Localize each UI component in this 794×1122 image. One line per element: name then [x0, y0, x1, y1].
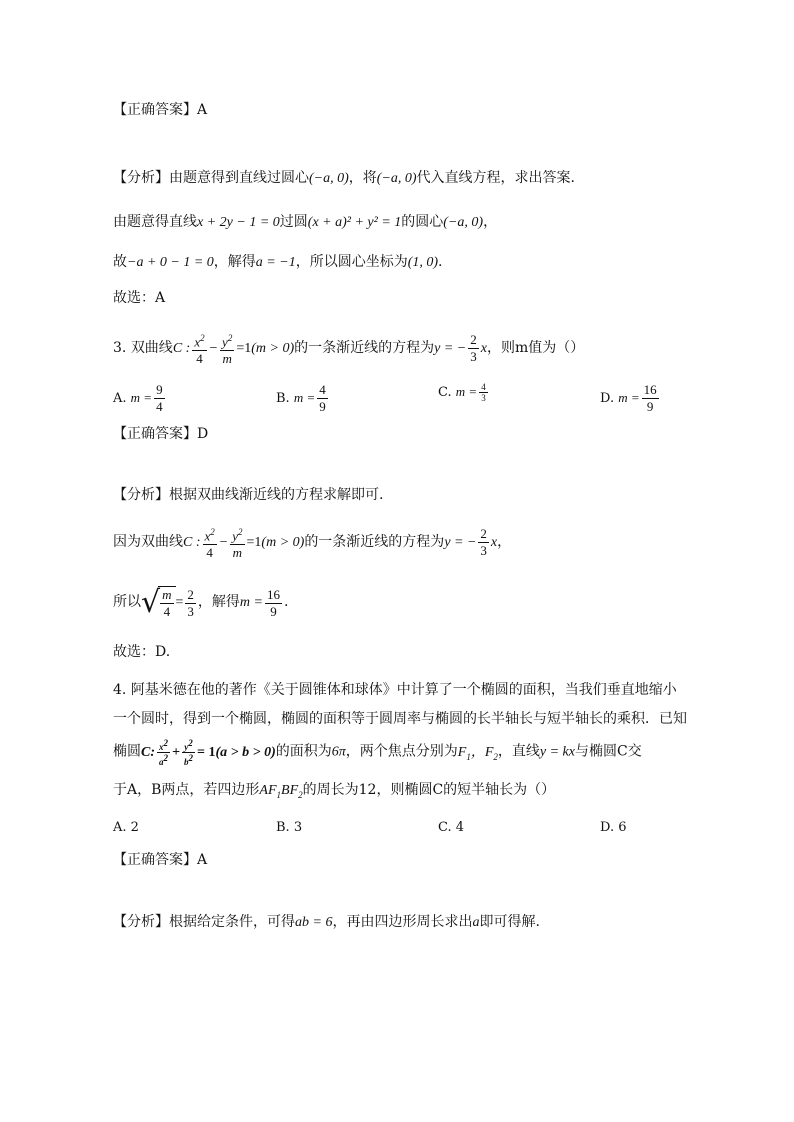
text: 根据给定条件，可得 — [169, 914, 295, 930]
text: 的一条渐近线的方程为 — [304, 533, 445, 550]
q2-choose — [113, 288, 165, 308]
q3-option-a — [113, 382, 167, 415]
text: 代入直线方程，求出答案. — [416, 170, 576, 186]
text: 由题意得到直线过圆心 — [169, 170, 309, 186]
option-label: C. — [438, 385, 452, 400]
option-label: A. — [113, 391, 127, 406]
math-sol: a = −1 — [255, 255, 296, 270]
text: 故 — [113, 254, 127, 270]
text: 一个圆时，得到一个椭圆，椭圆的面积等于圆周率与椭圆的长半轴长与短半轴长的乘积．已知 — [113, 711, 687, 727]
q2-analysis-line — [113, 168, 575, 189]
text: 因为双曲线 — [113, 533, 183, 550]
text: ，将 — [348, 170, 377, 186]
math-calc: −a + 0 − 1 = 0 — [127, 255, 214, 270]
answer-value: A — [197, 852, 208, 868]
q4-option-b — [276, 818, 302, 838]
text: 双曲线 — [130, 339, 173, 356]
option-frac: $\frac{9}{4}$ — [156, 382, 163, 414]
option-lhs: m = — [455, 384, 478, 399]
text: 与椭圆C交 — [574, 743, 642, 760]
q4-option-d — [600, 818, 627, 838]
text: ， — [483, 214, 498, 230]
math-center-coord: (1, 0) — [407, 255, 439, 270]
text: 椭圆 — [113, 743, 141, 760]
q3-option-c — [438, 382, 490, 403]
q3-answer-line — [113, 424, 208, 444]
text: 所以 — [113, 594, 141, 611]
math-m-result: m = $\frac{16}{9}$ — [239, 586, 280, 619]
option-label: D. — [600, 391, 615, 406]
q4-line2 — [113, 709, 687, 729]
math-line-eq: x + 2y − 1 = 0 — [197, 215, 280, 230]
text: ， — [497, 533, 512, 550]
text: . — [438, 254, 443, 270]
text: 阿基米德在他的著作《关于圆锥体和球体》中计算了一个椭圆的面积，当我们垂直地缩小 — [130, 682, 677, 698]
answer-value: D — [197, 426, 209, 442]
choose-label: 故选： — [113, 290, 155, 306]
q3-option-b — [276, 382, 330, 415]
text: 的周长为12，则椭圆C的短半轴长为（） — [302, 782, 556, 798]
math-hyperbola: C : $\frac{x^2}{4}$ − $\frac{y^2}{m}$ =1(m > 0) — [173, 341, 294, 356]
math-center: (−a, 0) — [309, 171, 349, 186]
question-number: 4. — [113, 682, 127, 698]
answer-label: 【正确答案】 — [113, 852, 197, 868]
option-value: 2 — [130, 820, 139, 835]
option-lhs: m = — [293, 390, 316, 405]
text: ，解得 — [197, 594, 240, 611]
text: ，解得 — [213, 254, 256, 270]
text: 由题意得直线 — [113, 214, 197, 230]
text: ，则m值为（） — [486, 339, 585, 356]
q3-line2 — [113, 524, 511, 561]
text: ，直线 — [497, 743, 540, 760]
text: 的面积为 — [275, 743, 332, 760]
q3-stem — [113, 330, 584, 367]
text: ，两个焦点分别为 — [345, 743, 458, 760]
math-asymptote: y = − $\frac{2}{3}$ x — [434, 332, 487, 365]
answer-label: 【正确答案】 — [113, 426, 197, 442]
text: ，再由四边形周长求出 — [332, 914, 473, 930]
q4-line3 — [113, 738, 642, 767]
text: 的圆心 — [401, 214, 444, 230]
choose-value: D. — [155, 644, 171, 660]
option-label: B. — [276, 820, 290, 835]
math-foci: $F_1$，$F_2$ — [457, 744, 498, 762]
analysis-label: 【分析】 — [113, 914, 169, 930]
option-value: 4 — [455, 820, 465, 835]
choose-label: 故选： — [113, 644, 155, 660]
math-area: 6π — [331, 744, 346, 760]
q4-answer-line — [113, 850, 207, 870]
math-hyperbola: C : $\frac{x^2}{4}$ − $\frac{y^2}{m}$ =1(m > 0) — [183, 535, 304, 550]
choose-value: A — [155, 290, 166, 306]
option-lhs: m = — [618, 390, 640, 405]
math-quad: $AF_1BF_2$ — [259, 783, 303, 800]
q3-line3 — [113, 586, 288, 620]
q2-answer-line — [113, 100, 207, 120]
text: 的一条渐近线的方程为 — [294, 339, 435, 356]
math-line-kx: y = kx — [539, 744, 575, 760]
text: ，所以圆心坐标为 — [295, 254, 408, 270]
math-asymptote: y = − $\frac{2}{3}$ x — [444, 526, 498, 559]
answer-label: 【正确答案】 — [113, 102, 197, 118]
option-value: 3 — [293, 820, 303, 835]
text: 即可得解. — [479, 914, 540, 930]
q4-option-a — [113, 818, 139, 838]
math-circle-eq: (x + a)² + y² = 1 — [307, 215, 402, 230]
math-a: a — [472, 915, 480, 930]
math-sqrt: √ $\frac{m}{4}$ = $\frac{2}{3}$ — [141, 585, 194, 620]
option-value: 6 — [618, 820, 627, 835]
text: . — [283, 594, 289, 611]
q3-choose — [113, 642, 170, 662]
text: 过圆 — [279, 214, 308, 230]
option-label: C. — [438, 820, 452, 835]
q2-line3 — [113, 252, 442, 273]
q4-line1 — [113, 680, 677, 700]
option-label: A. — [113, 820, 127, 835]
option-lhs: m = — [130, 390, 153, 405]
option-label: D. — [600, 820, 615, 835]
math-ab: ab = 6 — [295, 915, 333, 930]
analysis-label: 【分析】 — [113, 170, 169, 186]
q4-option-c — [438, 818, 464, 838]
text: 于A，B两点，若四边形 — [113, 782, 260, 798]
math-ellipse: C: $\frac{x^2}{a^2}$ + $\frac{y^2}{b^2}$ = 1(a > b > 0) — [141, 738, 276, 767]
q4-line4 — [113, 780, 555, 805]
option-frac: $\frac{4}{9}$ — [319, 382, 326, 414]
q4-analysis-line — [113, 912, 540, 933]
q2-line2 — [113, 212, 497, 233]
option-label: B. — [276, 391, 290, 406]
question-number: 3. — [113, 339, 127, 356]
text: 根据双曲线渐近线的方程求解即可. — [169, 487, 384, 503]
q3-analysis-line — [113, 485, 383, 505]
analysis-label: 【分析】 — [113, 487, 169, 503]
q3-option-d — [600, 382, 661, 415]
option-frac: $\frac{4}{3}$ — [481, 382, 486, 403]
answer-value: A — [197, 102, 208, 118]
option-frac: $\frac{16}{9}$ — [643, 382, 657, 414]
math-center: (−a, 0) — [376, 171, 417, 186]
math-center: (−a, 0) — [443, 215, 484, 230]
